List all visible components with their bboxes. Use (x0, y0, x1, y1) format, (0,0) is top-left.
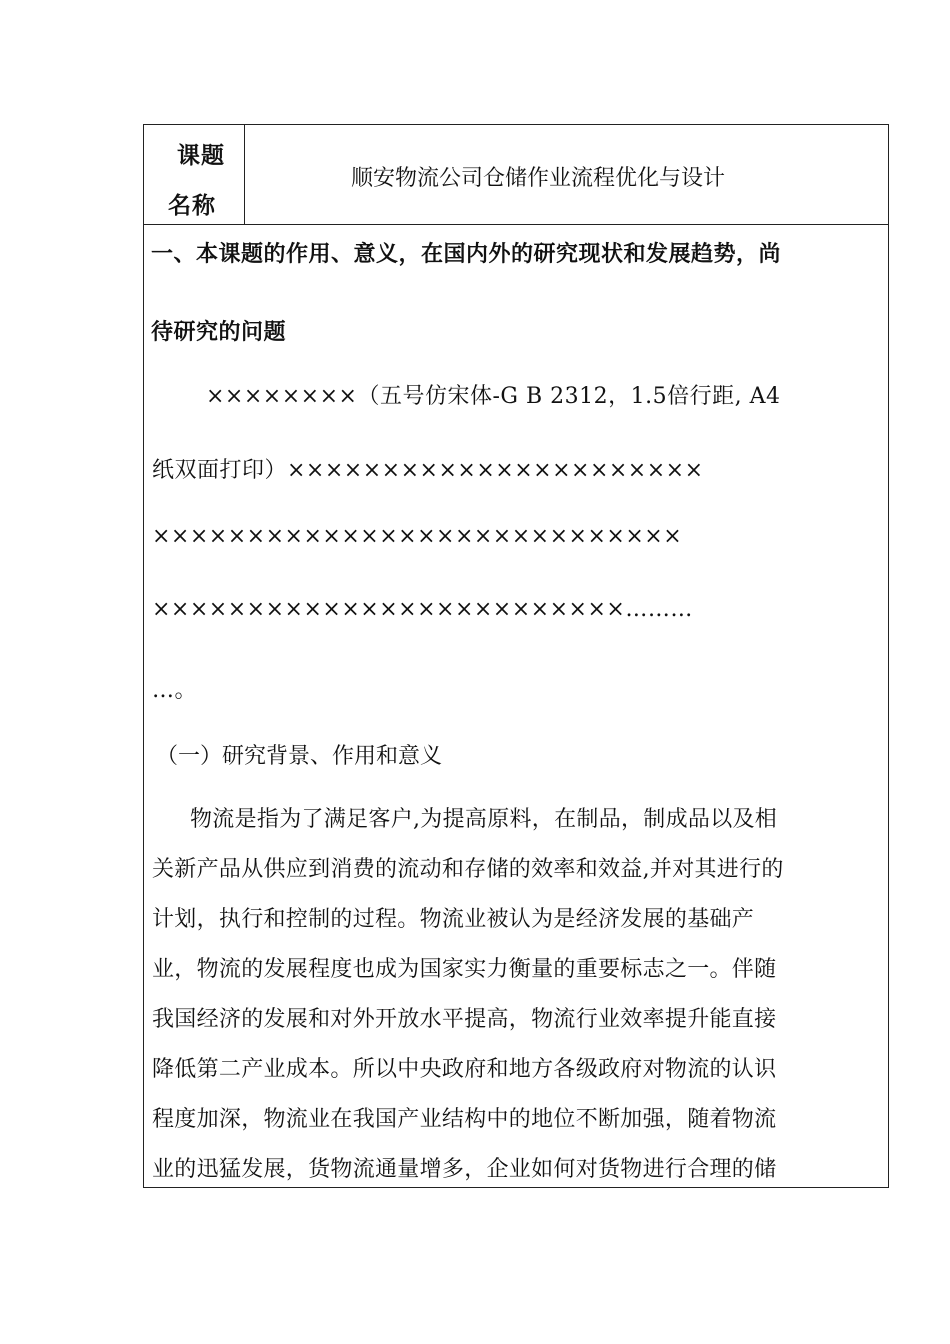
paragraph-line-5: 我国经济的发展和对外开放水平提高，物流行业效率提升能直接 (152, 1007, 777, 1032)
paragraph-line-2: 关新产品从供应到消费的流动和存储的效率和效益,并对其进行的 (152, 857, 784, 882)
project-title-row (144, 125, 888, 225)
project-label-line-2: 名称 (168, 192, 216, 219)
paragraph-line-6: 降低第二产业成本。所以中央政府和地方各级政府对物流的认识 (152, 1057, 777, 1082)
paragraph-line-1: 物流是指为了满足客户,为提高原料，在制品，制成品以及相 (190, 807, 778, 832)
placeholder-line-5: …。 (152, 678, 198, 703)
research-content-cell (144, 225, 888, 1187)
placeholder-line-3: ×××××××××××××××××××××××××××× (152, 524, 683, 549)
project-title-cell (245, 125, 888, 224)
section-heading-line-1: 一、本课题的作用、意义，在国内外的研究现状和发展趋势，尚 (151, 241, 782, 267)
placeholder-line-4: ×××××××××××××××××××××××××……… (152, 597, 693, 622)
paragraph-line-4: 业，物流的发展程度也成为国家实力衡量的重要标志之一。伴随 (152, 957, 777, 982)
placeholder-line-1: ××××××××（五号仿宋体-G B 2312，1.5倍行距, A4 (206, 384, 781, 409)
proposal-form-table (143, 124, 889, 1188)
paragraph-line-8: 业的迅猛发展，货物流通量增多，企业如何对货物进行合理的储 (152, 1157, 777, 1182)
section-heading-line-2: 待研究的问题 (151, 319, 287, 345)
paragraph-line-3: 计划，执行和控制的过程。物流业被认为是经济发展的基础产 (152, 907, 755, 932)
paragraph-line-7: 程度加深，物流业在我国产业结构中的地位不断加强，随着物流 (152, 1107, 777, 1132)
placeholder-line-2: 纸双面打印）×××××××××××××××××××××× (152, 458, 704, 483)
subsection-heading: （一）研究背景、作用和意义 (156, 744, 443, 769)
project-label-cell (144, 125, 245, 224)
project-title: 顺安物流公司仓储作业流程优化与设计 (351, 166, 726, 191)
project-label-line-1: 课题 (177, 142, 225, 169)
